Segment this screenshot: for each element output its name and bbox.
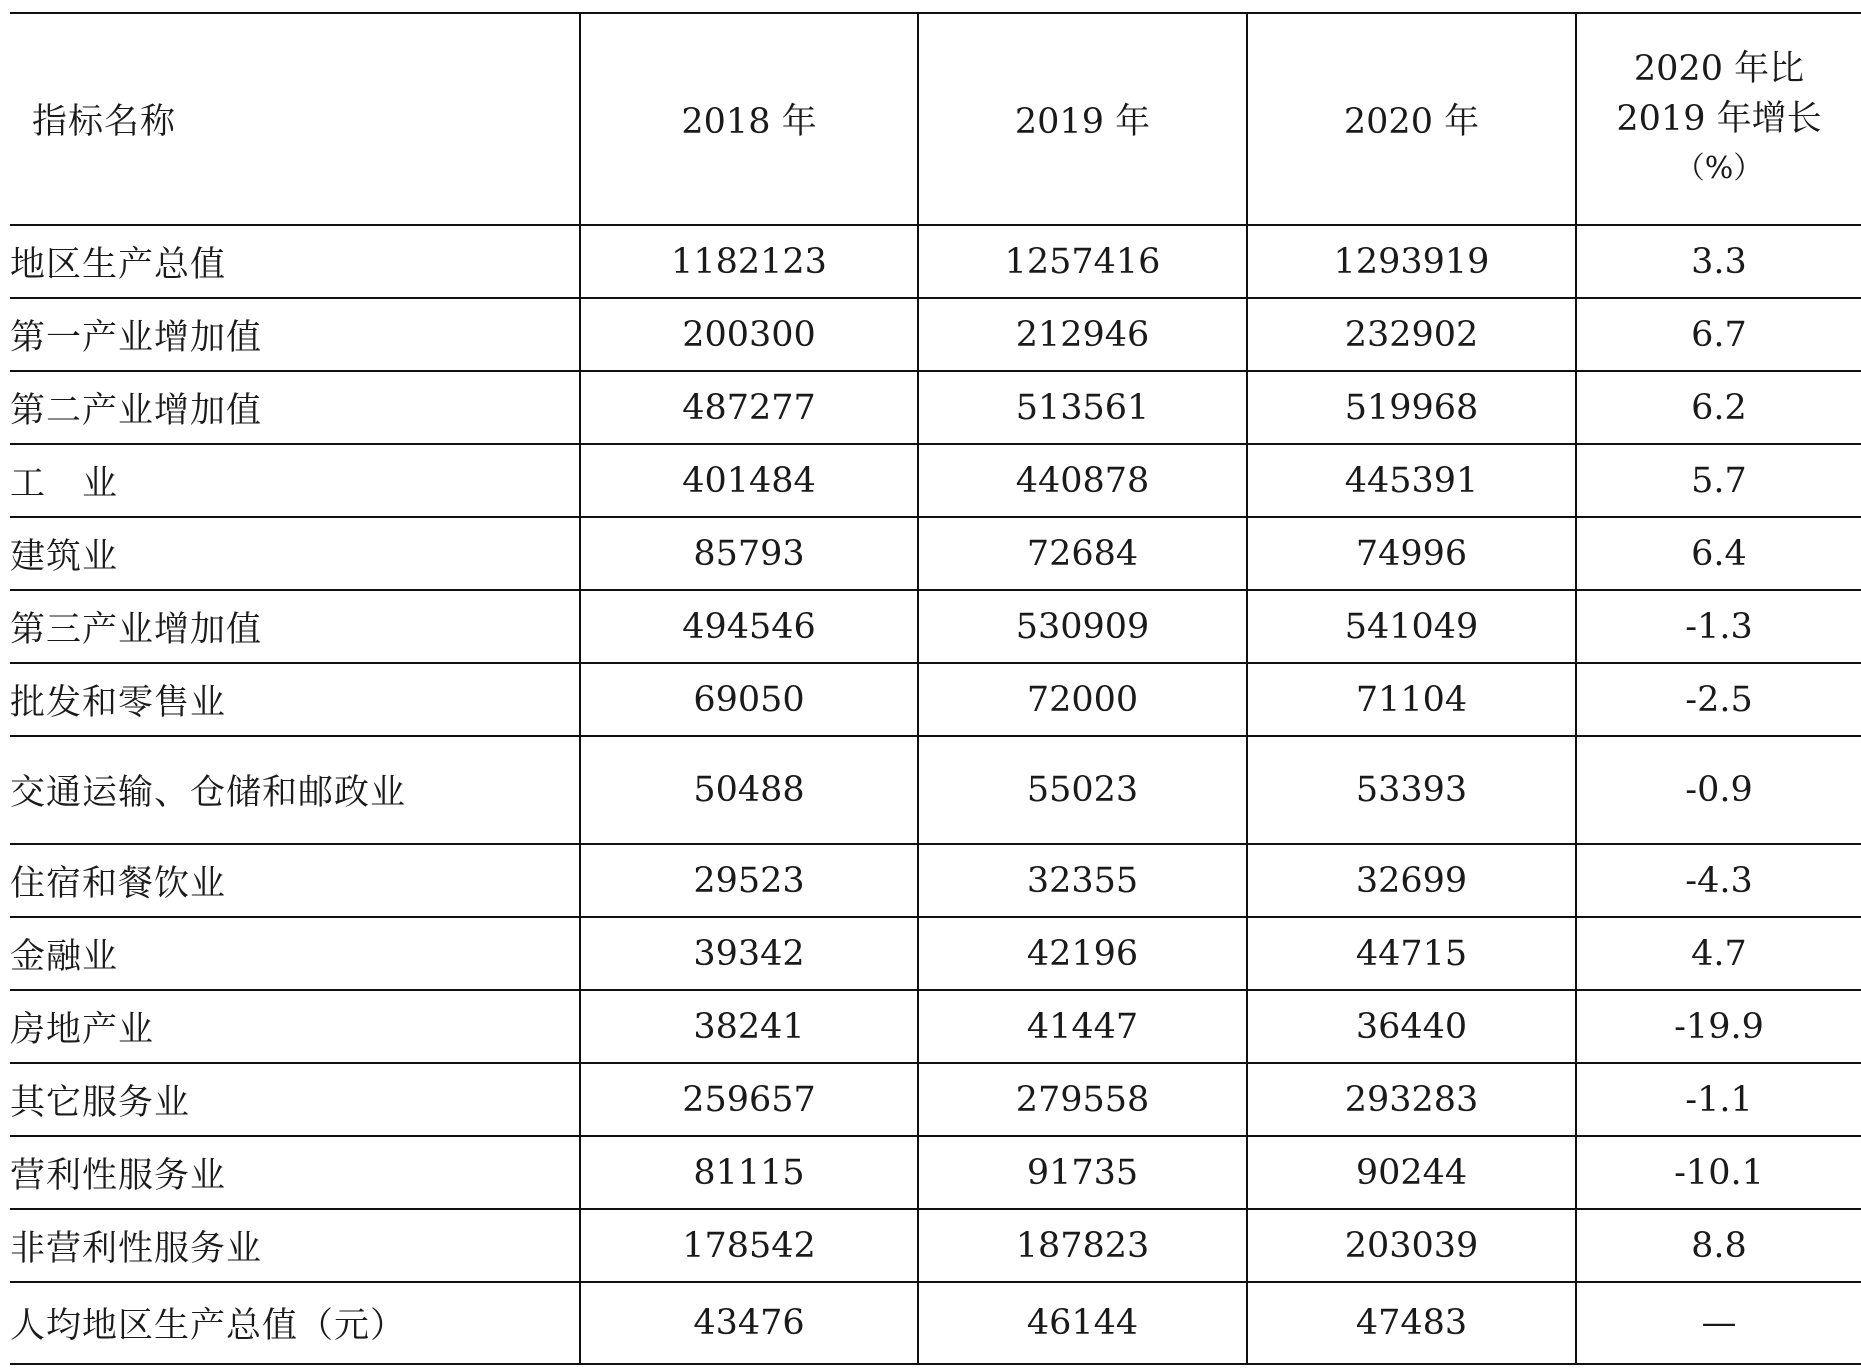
value-cell-2020: 74996: [1247, 517, 1576, 590]
table-row: [10, 225, 1861, 298]
table-row: [10, 444, 1861, 517]
indicator-name-cell: 房地产业: [10, 990, 580, 1063]
indicator-name-cell: 金融业: [10, 917, 580, 990]
value-cell-2018: 200300: [580, 298, 918, 371]
header-2019: 2019 年: [918, 13, 1247, 225]
growth-cell: -2.5: [1576, 663, 1861, 736]
indicator-name-cell: 批发和零售业: [10, 663, 580, 736]
indicator-name-cell: 第二产业增加值: [10, 371, 580, 444]
growth-cell: -19.9: [1576, 990, 1861, 1063]
indicator-name-cell: 营利性服务业: [10, 1136, 580, 1209]
table-row: [10, 990, 1861, 1063]
value-cell-2019: 279558: [918, 1063, 1247, 1136]
value-cell-2018: 178542: [580, 1209, 918, 1282]
indicator-name-cell: 地区生产总值: [10, 225, 580, 298]
value-cell-2019: 513561: [918, 371, 1247, 444]
table-row: [10, 844, 1861, 917]
table-row: [10, 517, 1861, 590]
value-cell-2019: 1257416: [918, 225, 1247, 298]
indicator-name-cell: 工 业: [10, 444, 580, 517]
value-cell-2018: 259657: [580, 1063, 918, 1136]
header-2020: 2020 年: [1247, 13, 1576, 225]
value-cell-2020: 47483: [1247, 1282, 1576, 1364]
value-cell-2020: 541049: [1247, 590, 1576, 663]
value-cell-2019: 55023: [918, 736, 1247, 844]
growth-cell: 3.3: [1576, 225, 1861, 298]
growth-cell: 6.4: [1576, 517, 1861, 590]
value-cell-2020: 32699: [1247, 844, 1576, 917]
growth-cell: 4.7: [1576, 917, 1861, 990]
table-row: [10, 298, 1861, 371]
value-cell-2019: 42196: [918, 917, 1247, 990]
value-cell-2018: 85793: [580, 517, 918, 590]
value-cell-2020: 293283: [1247, 1063, 1576, 1136]
indicator-name-cell: 第三产业增加值: [10, 590, 580, 663]
table-header-row: [10, 13, 1861, 225]
table-row: [10, 1282, 1861, 1364]
growth-cell: 6.2: [1576, 371, 1861, 444]
growth-cell: -1.3: [1576, 590, 1861, 663]
table-row: [10, 371, 1861, 444]
value-cell-2018: 69050: [580, 663, 918, 736]
growth-cell: -0.9: [1576, 736, 1861, 844]
growth-cell: -1.1: [1576, 1063, 1861, 1136]
growth-cell: -4.3: [1576, 844, 1861, 917]
table-row: [10, 663, 1861, 736]
indicator-name-cell: 交通运输、仓储和邮政业: [10, 736, 580, 844]
value-cell-2019: 72684: [918, 517, 1247, 590]
table-row: [10, 1209, 1861, 1282]
value-cell-2018: 494546: [580, 590, 918, 663]
growth-cell: 6.7: [1576, 298, 1861, 371]
indicator-name-cell: 其它服务业: [10, 1063, 580, 1136]
gdp-table: [10, 12, 1861, 1365]
value-cell-2020: 519968: [1247, 371, 1576, 444]
value-cell-2020: 44715: [1247, 917, 1576, 990]
value-cell-2019: 91735: [918, 1136, 1247, 1209]
growth-cell: —: [1576, 1282, 1861, 1364]
table-row: [10, 1136, 1861, 1209]
value-cell-2019: 212946: [918, 298, 1247, 371]
value-cell-2020: 445391: [1247, 444, 1576, 517]
table-body: [10, 225, 1861, 1364]
table-row: [10, 736, 1861, 844]
indicator-name-cell: 住宿和餐饮业: [10, 844, 580, 917]
value-cell-2018: 1182123: [580, 225, 918, 298]
value-cell-2019: 72000: [918, 663, 1247, 736]
value-cell-2020: 36440: [1247, 990, 1576, 1063]
indicator-name-cell: 建筑业: [10, 517, 580, 590]
indicator-name-cell: 第一产业增加值: [10, 298, 580, 371]
value-cell-2019: 530909: [918, 590, 1247, 663]
value-cell-2019: 46144: [918, 1282, 1247, 1364]
value-cell-2018: 43476: [580, 1282, 918, 1364]
value-cell-2018: 50488: [580, 736, 918, 844]
header-growth-line2: 2019 年增长: [1616, 99, 1822, 139]
growth-cell: -10.1: [1576, 1136, 1861, 1209]
value-cell-2019: 187823: [918, 1209, 1247, 1282]
table-row: [10, 1063, 1861, 1136]
table-row: [10, 917, 1861, 990]
value-cell-2020: 71104: [1247, 663, 1576, 736]
header-growth-unit: （%）: [1674, 151, 1764, 186]
value-cell-2019: 440878: [918, 444, 1247, 517]
value-cell-2018: 487277: [580, 371, 918, 444]
value-cell-2019: 32355: [918, 844, 1247, 917]
value-cell-2020: 1293919: [1247, 225, 1576, 298]
value-cell-2018: 39342: [580, 917, 918, 990]
value-cell-2018: 38241: [580, 990, 918, 1063]
value-cell-2020: 203039: [1247, 1209, 1576, 1282]
value-cell-2019: 41447: [918, 990, 1247, 1063]
value-cell-2020: 232902: [1247, 298, 1576, 371]
growth-cell: 8.8: [1576, 1209, 1861, 1282]
table-row: [10, 590, 1861, 663]
value-cell-2018: 401484: [580, 444, 918, 517]
value-cell-2018: 29523: [580, 844, 918, 917]
indicator-name-cell: 非营利性服务业: [10, 1209, 580, 1282]
value-cell-2018: 81115: [580, 1136, 918, 1209]
value-cell-2020: 53393: [1247, 736, 1576, 844]
header-growth: [1576, 13, 1861, 225]
header-2018: 2018 年: [580, 13, 918, 225]
header-growth-line1: 2020 年比: [1633, 49, 1805, 89]
value-cell-2020: 90244: [1247, 1136, 1576, 1209]
growth-cell: 5.7: [1576, 444, 1861, 517]
header-indicator-name: 指标名称: [10, 13, 580, 225]
indicator-name-cell: 人均地区生产总值（元）: [10, 1282, 580, 1364]
